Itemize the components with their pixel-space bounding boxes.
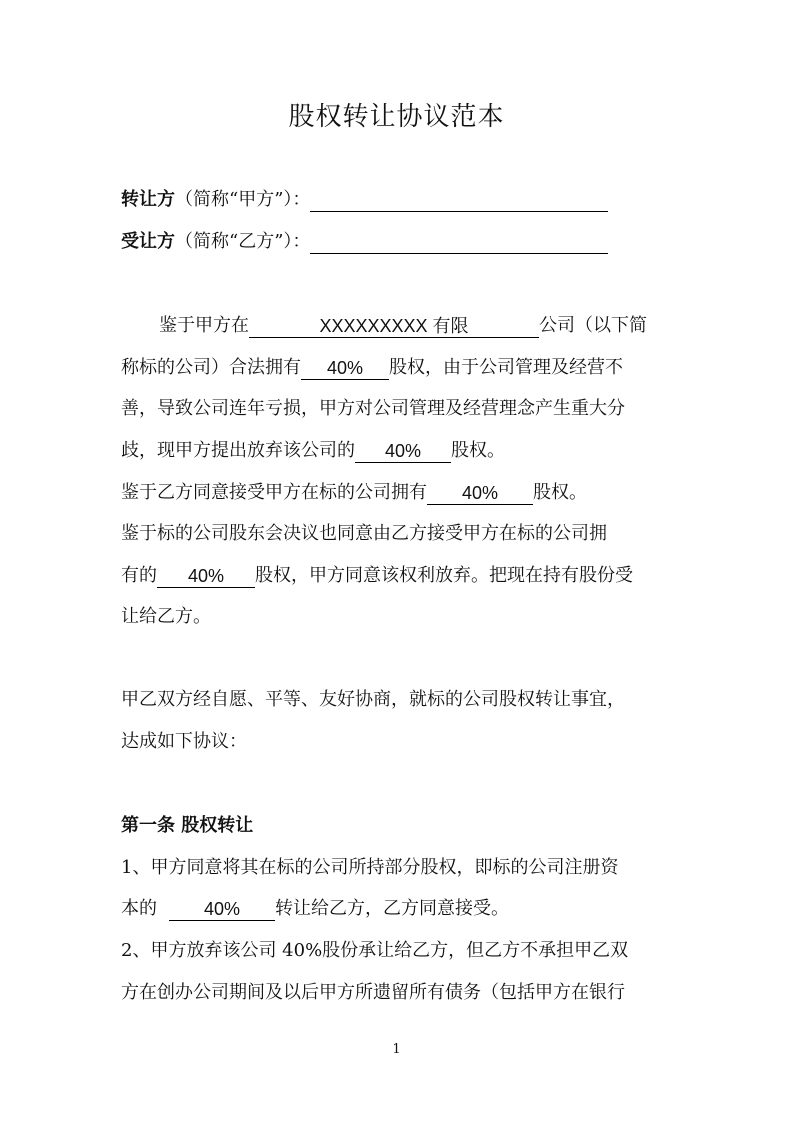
recital-text: 股权。 [451,440,505,461]
recital-text: 称标的公司）合法拥有 [121,357,301,378]
recital-text: 鉴于甲方在 [159,315,249,336]
clause-text: 2、甲方放弃该公司 40%股份承让给乙方，但乙方不承担甲乙双 [121,940,629,961]
clause-text: 转让给乙方，乙方同意接受。 [275,898,509,919]
recital-text: 鉴于乙方同意接受甲方在标的公司拥有 [121,482,427,503]
share-blank[interactable]: 40% [427,482,533,505]
agreement-text: 达成如下协议： [121,731,247,752]
recital-text: 让给乙方。 [121,606,211,627]
recital-line-8 [121,605,211,629]
recital-text: 善，导致公司连年亏损，甲方对公司管理及经营理念产生重大分 [121,398,625,419]
agreement-line-2 [121,730,247,754]
recital-line-5 [121,481,587,505]
agreement-line-1 [121,688,625,712]
recital-line-1 [159,314,647,338]
transferee-label: 受让方 [121,231,175,252]
recital-line-2 [121,356,623,380]
recital-text: 股权，由于公司管理及经营不 [389,357,623,378]
transferor-label: 转让方 [121,189,175,210]
transferor-blank[interactable] [310,189,608,212]
share-blank[interactable]: 40% [355,440,451,463]
page-title: 股权转让协议范本 [288,102,505,132]
recital-text: 股权。 [533,482,587,503]
transferee-blank[interactable] [310,231,608,254]
recital-text: 有的 [121,565,157,586]
clause-2-line-1 [121,939,628,963]
company-name-blank[interactable]: XXXXXXXXX 有限 [249,315,539,338]
article-1-heading: 第一条 股权转让 [121,815,254,836]
recital-line-3 [121,397,625,421]
recital-text: 鉴于标的公司股东会决议也同意由乙方接受甲方在标的公司拥 [121,523,607,544]
recital-line-6 [121,522,607,546]
recital-text: 歧，现甲方提出放弃该公司的 [121,440,355,461]
transferee-suffix: （简称“乙方”）： [175,231,311,252]
page-number: 1 [392,1042,401,1057]
share-blank[interactable]: 40% [301,357,389,380]
recital-line-7 [121,564,633,588]
recital-text: 股权，甲方同意该权利放弃。把现在持有股份受 [255,565,633,586]
clause-1-line-2 [121,897,509,921]
clause-1-line-1 [121,856,618,880]
share-blank[interactable]: 40% [157,565,255,588]
recital-text: 公司（以下简 [539,315,647,336]
agreement-text: 甲乙双方经自愿、平等、友好协商，就标的公司股权转让事宜， [121,689,625,710]
clause-text: 本的 [121,898,157,919]
clause-text: 1、甲方同意将其在标的公司所持部分股权，即标的公司注册资 [121,857,619,878]
transferor-line [121,188,608,212]
share-blank[interactable]: 40% [169,898,275,921]
clause-2-line-2 [121,981,625,1005]
recital-line-4 [121,439,505,463]
transferor-suffix: （简称“甲方”）： [175,189,311,210]
clause-text: 方在创办公司期间及以后甲方所遗留所有债务（包括甲方在银行 [121,982,625,1003]
transferee-line [121,230,608,254]
